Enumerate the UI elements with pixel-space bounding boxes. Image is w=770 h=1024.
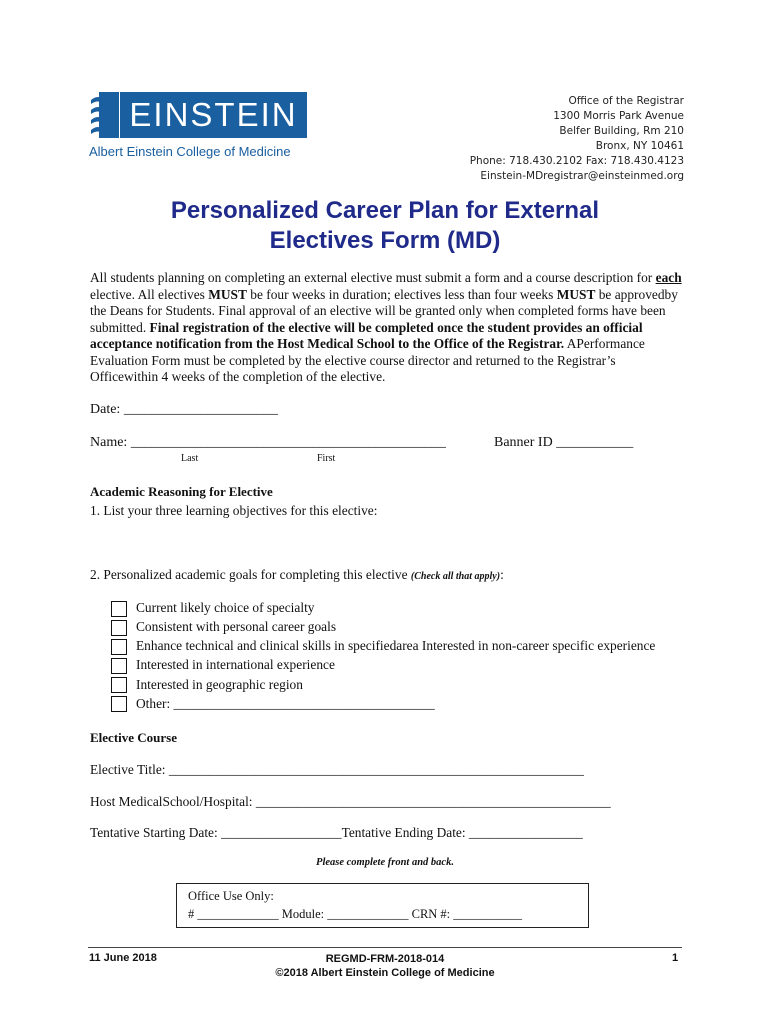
einstein-logo-mark — [89, 92, 119, 138]
page-title — [0, 196, 770, 256]
address-line: Phone: 718.430.2102 Fax: 718.430.4123 — [469, 155, 684, 167]
name-field[interactable]: Name: _____________________________________________ — [90, 435, 446, 450]
checkbox-international[interactable] — [111, 658, 127, 674]
elective-title-field[interactable]: Elective Title: ______________________________________________________________ — [90, 762, 584, 777]
host-school-field[interactable]: Host MedicalSchool/Hospital: _____________________________________________________ — [90, 794, 611, 809]
title-line-2: Electives Form (MD) — [269, 227, 501, 254]
option-label: Consistent with personal career goals — [136, 619, 337, 634]
title-line-1: Personalized Career Plan for External — [170, 197, 600, 224]
option-label: Current likely choice of specialty — [136, 600, 315, 615]
address-line: Belfer Building, Rm 210 — [559, 125, 684, 137]
footer-center — [0, 952, 770, 980]
logo-subtitle: Albert Einstein College of Medicine — [89, 144, 291, 159]
date-field[interactable]: Date: ______________________ — [90, 402, 278, 417]
address-line: Office of the Registrar — [568, 95, 684, 107]
address-line: Einstein-MDregistrar@einsteinmed.org — [480, 170, 684, 182]
option-label: Interested in geographic region — [136, 677, 303, 692]
footer-date: 11 June 2018 — [89, 952, 157, 964]
footer-divider — [88, 947, 682, 948]
copyright: ©2018 Albert Einstein College of Medicine — [275, 967, 495, 979]
tentative-dates-field[interactable]: Tentative Starting Date: __________________Tentative Ending Date: _________________ — [90, 825, 583, 840]
intro-paragraph: All students planning on completing an external elective must submit a form and a course description for each elective. All electives MUST be four weeks in duration; electives less than four weeks MUST be approvedby the Deans for Students. Final approval of an elective will be granted only when completed forms have been submitted. Final registration of the elective will be completed once the student provides an official acceptance notification from the Host Medical School to the Office of the Registrar. APerformance Evaluation Form must be completed by the elective course director and returned to the Registrar’s Officewithin 4 weeks of the completion of the elective. — [90, 270, 682, 384]
checkbox-specialty[interactable] — [111, 601, 127, 617]
academic-reasoning-heading: Academic Reasoning for Elective — [90, 484, 273, 499]
logo-wordmark: EINSTEIN — [120, 92, 307, 138]
checkbox-other[interactable] — [111, 696, 127, 712]
registrar-address — [470, 94, 684, 184]
office-use-fields[interactable]: # _____________ Module: _____________ CRN #: ___________ — [188, 907, 523, 921]
elective-course-heading: Elective Course — [90, 730, 178, 745]
question-1: 1. List your three learning objectives for this elective: — [90, 503, 378, 518]
first-name-label: First — [317, 453, 336, 464]
checkbox-enhance-skills[interactable] — [111, 639, 127, 655]
option-label: Interested in international experience — [136, 657, 335, 672]
last-name-label: Last — [181, 453, 199, 464]
address-line: Bronx, NY 10461 — [595, 140, 684, 152]
front-back-note: Please complete front and back. — [316, 857, 454, 868]
form-code: REGMD-FRM-2018-014 — [325, 953, 445, 965]
page-number: 1 — [672, 952, 679, 964]
office-use-box — [176, 883, 589, 928]
checkbox-geographic[interactable] — [111, 677, 127, 693]
office-use-title: Office Use Only: — [188, 889, 274, 903]
option-label: Enhance technical and clinical skills in specifiedarea Interested in non-career specific experience — [136, 638, 656, 653]
question-2: 2. Personalized academic goals for completing this elective (Check all that apply): — [90, 567, 504, 582]
address-line: 1300 Morris Park Avenue — [553, 110, 684, 122]
checkbox-career-goals[interactable] — [111, 620, 127, 636]
banner-id-field[interactable]: Banner ID ___________ — [494, 435, 634, 450]
other-field[interactable]: Other: _______________________________________ — [136, 696, 435, 711]
